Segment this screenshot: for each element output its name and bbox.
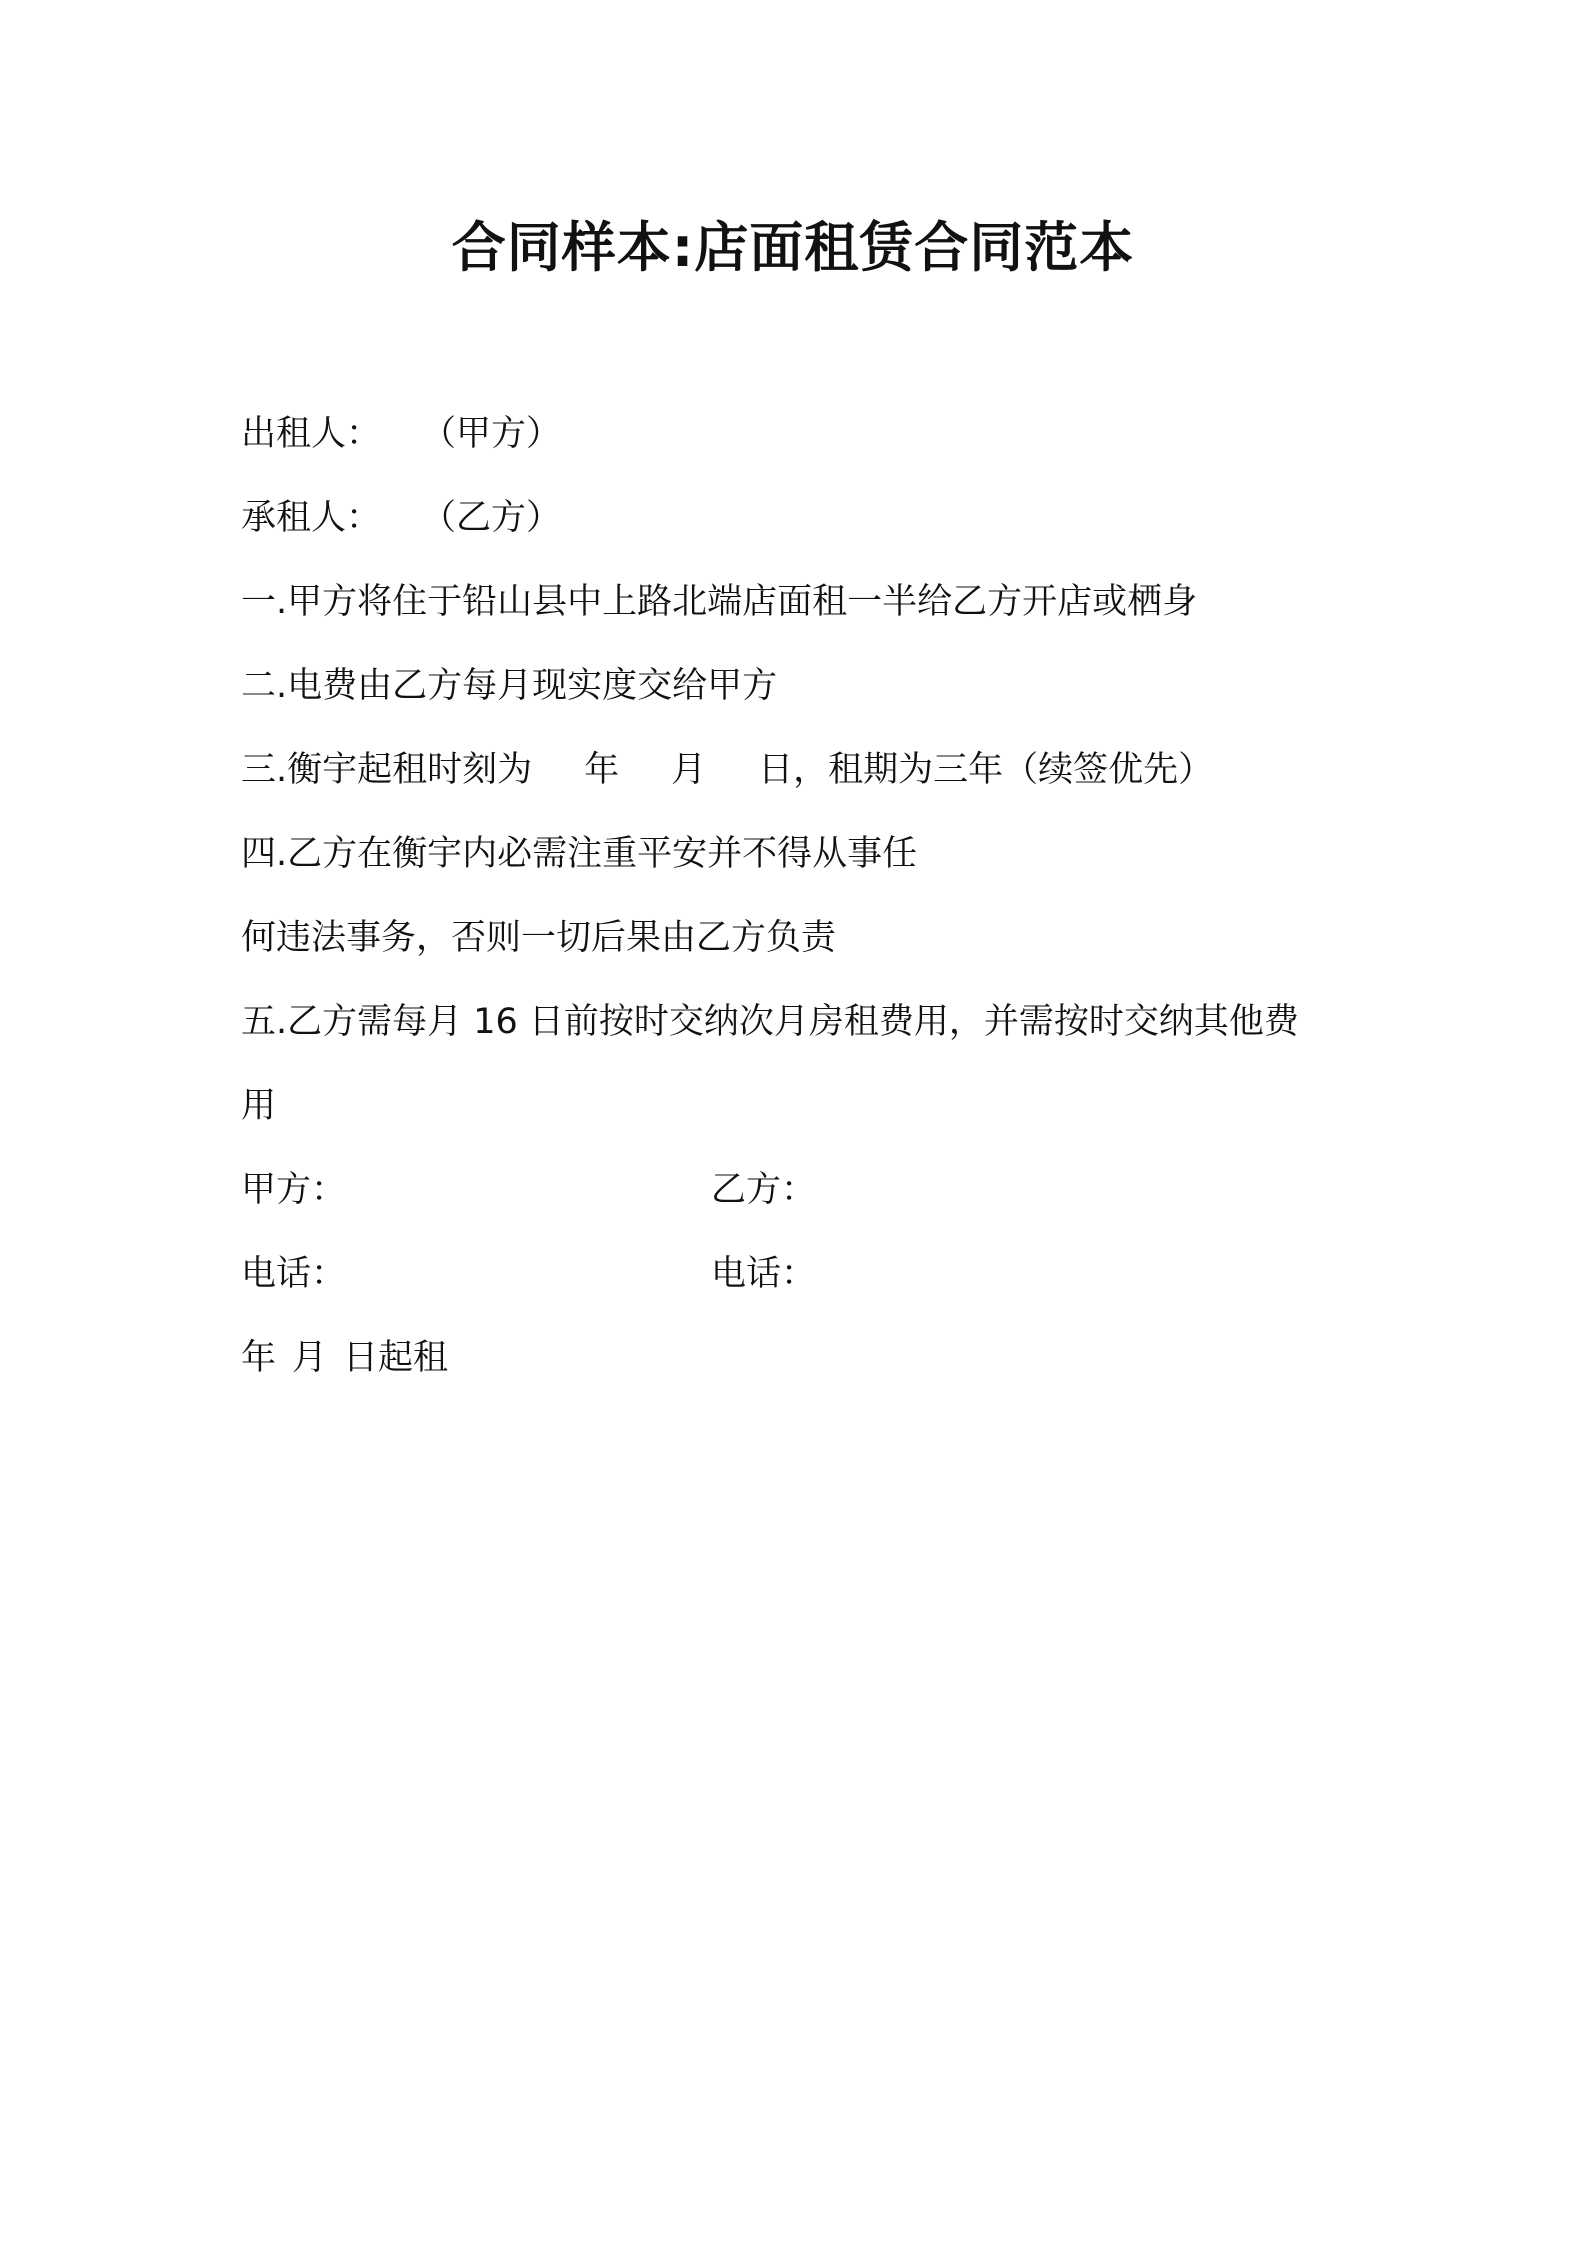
lessee-line <box>241 493 561 543</box>
lessee-party: （乙方） <box>421 498 562 538</box>
start-year: 年 <box>241 1338 277 1378</box>
clause-3 <box>241 745 1213 795</box>
clause-3-suffix: 日，租期为三年（续签优先） <box>758 750 1214 790</box>
start-date-line <box>241 1333 448 1383</box>
lessor-party: （甲方） <box>421 414 562 454</box>
clause-3-year: 年 <box>584 750 620 790</box>
lessee-label: 承租人： <box>241 498 382 538</box>
sign-party-a: 甲方： <box>241 1170 347 1210</box>
clause-3-month: 月 <box>671 750 707 790</box>
start-month: 月 <box>292 1338 328 1378</box>
clause-3-prefix: 三.衡宇起租时刻为 <box>241 750 533 790</box>
clause-2: 二.电费由乙方每月现实度交给甲方 <box>241 666 778 706</box>
clause-5-line-2: 用 <box>241 1086 277 1126</box>
clause-1: 一.甲方将住于铅山县中上路北端店面租一半给乙方开店或栖身 <box>241 582 1198 622</box>
clause-4-line-1: 四.乙方在衡宇内必需注重平安并不得从事任 <box>241 834 918 874</box>
phone-b: 电话： <box>711 1254 817 1294</box>
phone-a: 电话： <box>241 1254 347 1294</box>
clause-5-line-1: 五.乙方需每月 16 日前按时交纳次月房租费用，并需按时交纳其他费 <box>241 1002 1299 1042</box>
lessor-line <box>241 409 561 459</box>
clause-4-line-2: 何违法事务，否则一切后果由乙方负责 <box>241 918 837 958</box>
document-title: 合同样本:店面租赁合同范本 <box>451 216 1135 279</box>
sign-party-b: 乙方： <box>711 1170 817 1210</box>
start-suffix: 日起租 <box>343 1338 449 1378</box>
lessor-label: 出租人： <box>241 414 382 454</box>
